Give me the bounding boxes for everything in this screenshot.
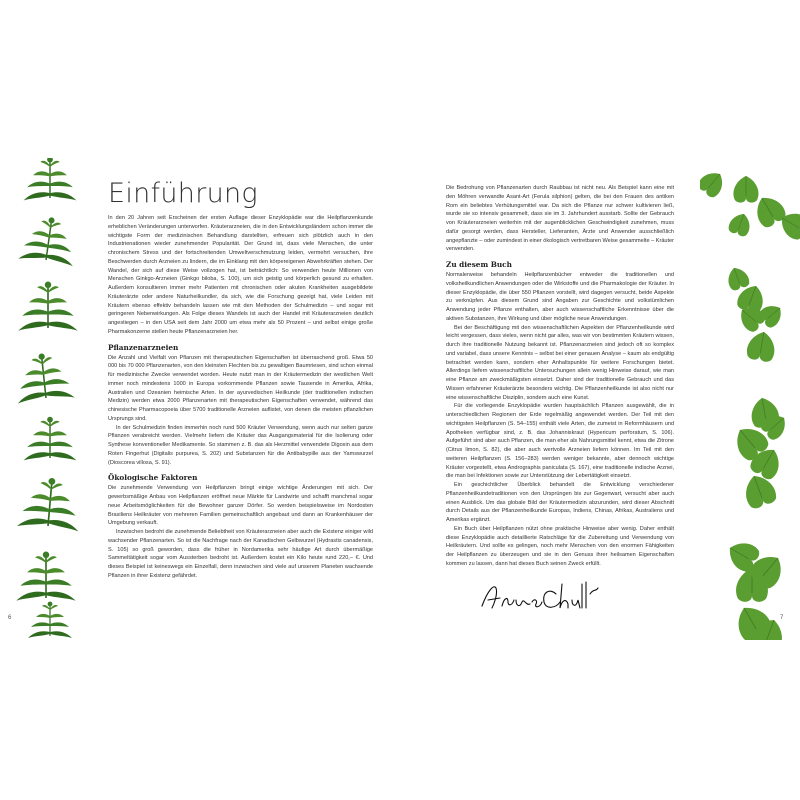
fern-leaf-5 xyxy=(24,417,77,461)
section-heading-pflanzenarzneien: Pflanzenarzneien xyxy=(108,342,179,352)
fern-leaf-4 xyxy=(13,351,75,404)
buch-paragraph-1: Normalerweise behandeln Heilpflanzenbücher entweder die traditionellen und volksheilkundlichen Anwendungen oder die Wirkstoffe und die Pharmakologie der Kräuter. In dieser Enzyklopädie, die über 550 Pflanzen vorstellt, wird dagegen versucht, beide Aspekte zu verknüpfen. Aus diesem Grund sind Angaben zur Geschichte und volkstümlichen Anwendung jeder Pflanze enthalten, aber auch wissenschaftliche Erkenntnisse über die aktiven Substanzen, ihre Wirkung und über mögliche neue Anwendungen. xyxy=(446,272,674,322)
fern-leaf-2 xyxy=(18,214,79,267)
fern-leaf-8 xyxy=(28,602,72,638)
page-number-right: 7 xyxy=(780,615,784,621)
pflanzenarzneien-paragraph-1: Die Anzahl und Vielfalt von Pflanzen mit therapeutischen Eigenschaften ist überraschend groß. Etwa 50 000 bis 70 000 Pflanzenarten, von den kleinsten Flechten bis zu gewaltigen Baumriesen, sind schon einmal für medizinische Zwecke verwendet worden. Heute nutzt man in der Kräutermedizin der westlichen Welt immer noch mindestens 1000 in Europa vorkommende Pflanzen sowie Tausende in Amerika, Afrika, Australien und Ozeanien heimische Arten. In der ayurvedischen Heilkunde (der traditionellen indischen Medizin) werden etwa 2000 Pflanzenarten mit therapeutischen Eigenschaften verwendet, während das chinesische Pharmacopoeia über 5700 traditionelle Arzneien auflistet, von denen die meisten pflanzlichen Ursprungs sind. xyxy=(108,354,373,422)
fern-leaf-column-left xyxy=(12,158,92,640)
buch-paragraph-5: Ein Buch über Heilpflanzen nützt ohne praktische Hinweise aber wenig. Daher enthält diese Enzyklopädie auch detaillierte Ratschläge für die Zubereitung und Verwendung von Heilkräutern. Und sollte es gelingen, noch mehr Menschen von den enormen Fähigkeiten der Heilpflanzen zu überzeugen und sie in den Genuss ihrer heilsamen Eigenschaften kommen zu lassen, dann hat dieses Buch seinen Zweck erfüllt. xyxy=(446,525,674,567)
fern-leaf-3 xyxy=(18,282,77,331)
maidenhair-sprig-3 xyxy=(729,396,792,511)
left-page xyxy=(0,158,400,640)
oekologie-paragraph-2: Inzwischen bedroht die zunehmende Beliebtheit von Kräuterarzneien aber auch die Existenz einiger wild wachsender Pflanzenarten. So ist die Nachfrage nach der Kanadischen Gelbwurzel (Hydrastis canadensis, S. 105) so groß geworden, dass die früher in Nordamerika sehr häufige Art durch übermäßige Sammeltätigkeit sogar vom Aussterben bedroht ist. Außerdem kostet ein Kilo heute rund 220,– €. Und dieses Beispiel ist keineswegs ein Einzelfall, denn inzwischen sind viele auf unserem Planeten wachsende Pflanzen in ihrer Existenz gefährdet. xyxy=(108,529,373,579)
section-heading-zu-diesem-buch: Zu diesem Buch xyxy=(446,260,512,269)
intro-paragraph: In den 20 Jahren seit Erscheinen der ersten Auflage dieser Enzyklopädie war die Heilpflanzenkunde erheblichen Veränderungen unterworfen. Kräuterarzneien, die in den Entwicklungsländern schon immer die wichtigste Form der medizinischen Behandlung darstellten, erfreuen sich plötzlich auch in den Industrienationen wieder zunehmender Popularität. Der Grund ist, dass viele Menschen, die unter chronischem Stress und der fortschreitenden Umweltverschmutzung leiden, vermehrt versuchen, ihre Beschwerden durch Arzneien zu lindern, die im Einklang mit den körpereigenen Abwehrkräften stehen. Der Wandel, der sich auf diese Weise vollzogen hat, ist beträchtlich: So verwenden heute Millionen von Menschen Ginkgo-Arzneien (Ginkgo biloba, S. 100), um sich geistig und körperlich gesund zu erhalten. Außerdem konsultieren immer mehr Patienten mit chronischen oder akuten Krankheiten ausgebildete Kräuterärzte oder andere Naturheilkundler, da sich, wie die Forschung gezeigt hat, viele Leiden mit Kräutern ebenso effektiv behandeln lassen wie mit den Methoden der Schulmedizin – und sogar mit geringeren Nebenwirkungen. Als Folge dieses Wandels ist auch der Handel mit Kräuterarzneien deutlich angestiegen – in den USA seit dem Jahr 2000 um etwa mehr als 50 Prozent – und selbst einige große Pharmakonzerne stellen heute Pflanzenarzneien her. xyxy=(108,215,373,335)
raubbau-paragraph: Die Bedrohung von Pflanzenarten durch Raubbau ist nicht neu. Als Beispiel kann eine mit den Möhren verwandte Asant-Art (Ferula silphion) gelten, die bei den Frauen des antiken Rom ein beliebtes Verhütungsmittel war. Da sich die Pflanze nur schwer kultivieren ließ, wurde sie so intensiv gesammelt, dass sie im 3. Jahrhundert ausstarb. Sollte der Gebrauch von Kräuterarzneien weiterhin mit der augenblicklichen Geschwindigkeit zunehmen, muss dafür gesorgt werden, dass Hersteller, Lieferanten, Ärzte und Anwender ausschließlich angepflanzte – oder zumindest in einer ökologisch vertretbaren Weise gesammelte – Kräuter verwenden. xyxy=(446,185,674,253)
section-heading-oekologische-faktoren: Ökologische Faktoren xyxy=(108,473,198,483)
right-text-column xyxy=(446,184,674,569)
pflanzenarzneien-paragraph-2: In der Schulmedizin finden immerhin noch rund 500 Kräuter Verwendung, wenn auch nur selten ganze Pflanzen verabreicht werden. Vielmehr liefern die Kräuter das Ausgangsmaterial für die Isolierung oder Synthese konventioneller Medikamente. So stammen z. B. das als Herzmittel verwendete Digoxin aus dem Roten Fingerhut (Digitalis purpurea, S. 202) und Substanzen für die Antibabypille aus der Yamswurzel (Dioscorea villosa, S. 91). xyxy=(108,424,373,466)
author-signature xyxy=(478,580,618,614)
book-spread xyxy=(0,158,800,640)
fern-leaf-7 xyxy=(16,552,75,601)
buch-paragraph-3: Für die vorliegende Enzyklopädie wurden hauptsächlich Pflanzen ausgewählt, die in unterschiedlichen Regionen der Erde regelmäßig angewendet werden. Der Teil mit den wichtigsten Heilpflanzen (S. 54–155) enthält viele Arten, die zumeist in Reformhäusern und Apotheken verfügbar sind, z. B. das Johanniskraut (Hypericum perforatum, S. 106). Aufgeführt sind aber auch Pflanzen, die man eher als Nahrungsmittel kennt, etwa die Zitrone (Citrus limon, S. 82), die aber auch wertvolle Arzneien liefern können. Im Teil mit den weiteren Heilpflanzen (S. 156–283) werden weniger bekannte, aber dennoch wichtige Kräuter vorgestellt, etwa Andrographis paniculata (S. 167), eine traditionelle indische Arznei, die man bei Infektionen sowie zur Unterstützung der Lebertätigkeit einsetzt. xyxy=(446,403,674,480)
maidenhair-sprig-1 xyxy=(700,167,800,242)
fern-leaf-6 xyxy=(17,475,83,531)
fern-leaf-1 xyxy=(24,158,77,200)
buch-paragraph-2: Bei der Beschäftigung mit den wissenschaftlichen Aspekten der Pflanzenheilkunde wird leicht vergessen, dass vieles, wenn nicht gar alles, was wir von bestimmten Kräutern wissen, durch ihre traditionelle Nutzung bekannt ist. Pflanzenarzneien sind jedoch oft so komplex und variabel, dass unsere Kenntnis – selbst bei einer genauen Analyse – kaum als endgültig betrachtet werden kann, sondern eher Anhaltspunkte für weitere Forschungen bietet. Allerdings liefern wissenschaftliche Untersuchungen allein wenig Hinweise darauf, wie man eine Pflanze am zweckmäßigsten einsetzt. Daher sind der traditionelle Gebrauch und das Wissen erfahrener Kräuterärzte besonders wichtig. Die Pflanzenheilkunde ist also nicht nur eine wissenschaftliche Disziplin, sondern auch eine Kunst. xyxy=(446,324,674,401)
maidenhair-sprig-2 xyxy=(724,264,786,362)
page-number-left: 6 xyxy=(8,615,12,621)
oekologie-paragraph-1: Die zunehmende Verwendung von Heilpflanzen bringt einige wichtige Änderungen mit sich. Der gewerbsmäßige Anbau von Heilpflanzen eröffnet neue Märkte für Landwirte und schafft manchmal sogar neue Arbeitsmöglichkeiten für die Bewohner ganzer Dörfer. So werden beispielsweise im Nordosten Brasiliens Heilkräuter von mehreren Familien gemeinschaftlich angebaut und dann an Krankenhäuser der Umgebung verkauft. xyxy=(108,485,373,527)
page-title: Einführung xyxy=(108,178,258,209)
maidenhair-sprig-4 xyxy=(723,536,789,640)
left-text-column xyxy=(108,214,373,581)
buch-paragraph-4: Ein geschichtlicher Überblick behandelt die Entwicklung verschiedener Pflanzenheilkundetraditionen von den Ursprüngen bis zur Gegenwart, versucht aber auch einen Ausblick. Um das globale Bild der Kräutermedizin abzurunden, wird dieser Abschnitt durch Details aus der Pflanzenheilkunde Europas, Indiens, Chinas, Afrikas, Australiens und Amerikas ergänzt. xyxy=(446,482,674,523)
maidenhair-leaf-column-right xyxy=(700,158,800,640)
